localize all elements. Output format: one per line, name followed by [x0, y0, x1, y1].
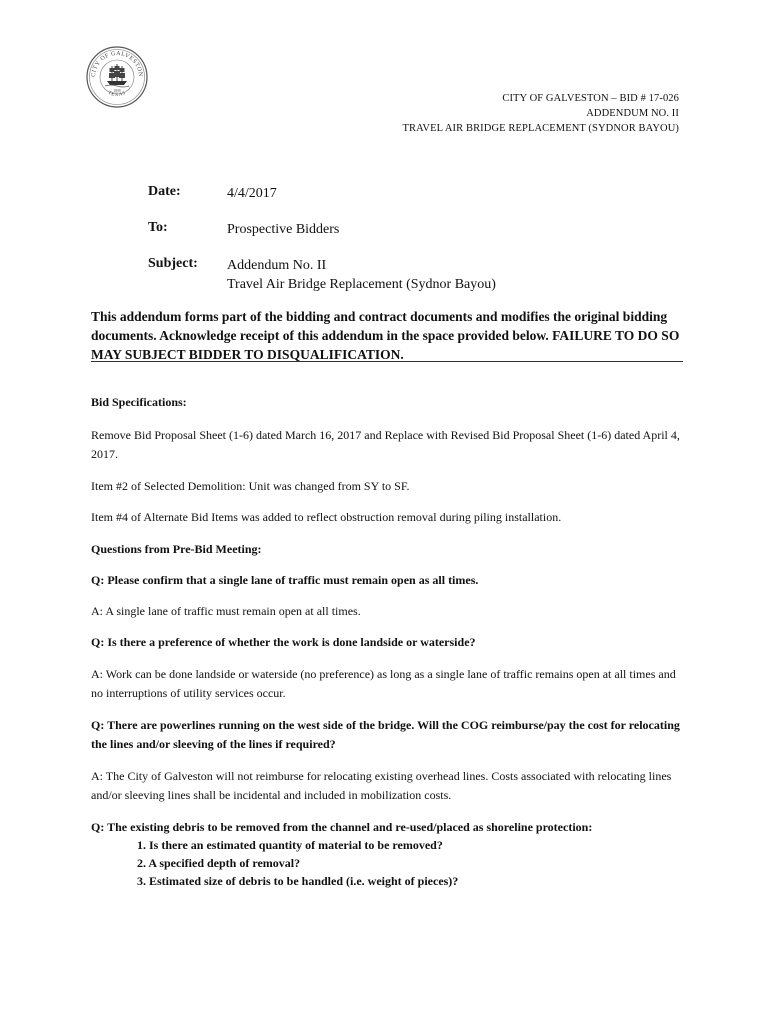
- svg-text:TEXAS: TEXAS: [106, 90, 128, 98]
- subject-value: [227, 256, 496, 294]
- question-3: Q: There are powerlines running on the west side of the bridge. Will the COG reimburse/pay the cost for relocating the lines and/or sleeving of the lines if required?: [91, 718, 680, 751]
- bid-spec-paragraph-1: Remove Bid Proposal Sheet (1-6) dated March 16, 2017 and Replace with Revised Bid Proposal Sheet (1-6) dated April 4, 2017.: [91, 428, 680, 461]
- header-addendum: ADDENDUM NO. II: [586, 108, 679, 119]
- question-2: Q: Is there a preference of whether the work is done landside or waterside?: [91, 635, 476, 649]
- divider-rule: [91, 361, 683, 362]
- document-header: [402, 91, 679, 136]
- addendum-notice: This addendum forms part of the bidding and contract documents and modifies the original bidding documents. Acknowledge receipt of this addendum in the space provided below. FAILURE TO DO SO MAY SUBJECT BIDDER TO DISQUALIFICATION.: [91, 309, 680, 362]
- header-bid-number: CITY OF GALVESTON – BID # 17-026: [502, 93, 679, 104]
- answer-1: A: A single lane of traffic must remain open at all times.: [91, 604, 361, 618]
- answer-2: A: Work can be done landside or waterside (no preference) as long as a single lane of traffic remains open at all times and no interruptions of utility services occur.: [91, 667, 676, 700]
- question-4-sublist: [137, 836, 458, 890]
- question-4-item: 2. A specified depth of removal?: [137, 856, 301, 870]
- header-project: TRAVEL AIR BRIDGE REPLACEMENT (SYDNOR BAYOU): [402, 123, 679, 134]
- question-4-item: 3. Estimated size of debris to be handled (i.e. weight of pieces)?: [137, 874, 459, 888]
- subject-line-1: Addendum No. II: [227, 258, 327, 273]
- subject-line-2: Travel Air Bridge Replacement (Sydnor Bayou): [227, 277, 496, 292]
- subject-label: Subject:: [148, 256, 198, 271]
- question-1: Q: Please confirm that a single lane of traffic must remain open as all times.: [91, 573, 479, 587]
- to-label: To:: [148, 220, 168, 235]
- bid-spec-paragraph-3: Item #4 of Alternate Bid Items was added to reflect obstruction removal during piling installation.: [91, 510, 562, 524]
- svg-text:CITY OF GALVESTON: CITY OF GALVESTON: [90, 50, 144, 78]
- bid-specifications-heading: Bid Specifications:: [91, 395, 187, 409]
- bid-spec-paragraph-2: Item #2 of Selected Demolition: Unit was changed from SY to SF.: [91, 479, 410, 493]
- question-4-item: 1. Is there an estimated quantity of material to be removed?: [137, 838, 443, 852]
- svg-text:1839: 1839: [113, 89, 121, 93]
- questions-heading: Questions from Pre-Bid Meeting:: [91, 542, 262, 556]
- question-4: Q: The existing debris to be removed from the channel and re-used/placed as shoreline protection:: [91, 820, 593, 834]
- to-value: Prospective Bidders: [227, 222, 340, 237]
- city-seal-logo: [85, 45, 149, 109]
- answer-3: A: The City of Galveston will not reimburse for relocating existing overhead lines. Costs associated with relocating lines and/or sleeving lines shall be incidental and included in mobilization costs.: [91, 769, 672, 802]
- date-value: 4/4/2017: [227, 186, 277, 201]
- date-label: Date:: [148, 184, 181, 199]
